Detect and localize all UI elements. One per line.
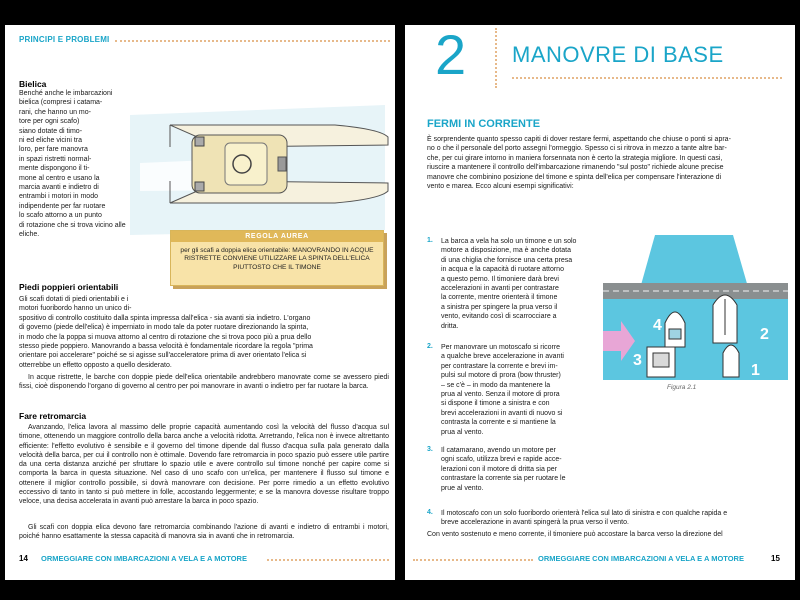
rule-box-title: REGOLA AUREA xyxy=(171,231,383,242)
engine-port xyxy=(195,137,204,146)
list-item-line: dritta. xyxy=(441,322,459,330)
list-item-line: di una chiglia che fornisce una certa presa xyxy=(441,256,573,264)
text-line: Gli scafi dotati di piedi orientabili e i xyxy=(19,296,129,303)
page-number: 14 xyxy=(19,554,28,563)
text-line: tore per ogni scafo) xyxy=(19,118,80,126)
footer-dotted-rule xyxy=(413,559,533,561)
text-line: stesso piede poppiero. Manovrando a bassa velocità è fondamentale ricordare la regola "prima xyxy=(19,343,313,350)
list-item-line: pulsi sul motore di prora (bow thruster) xyxy=(441,372,561,380)
figure-label-4: 4 xyxy=(653,317,662,334)
footer-title: ORMEGGIARE CON IMBARCAZIONI A VELA E A MOTORE xyxy=(538,554,744,563)
text-line: di governo (piede dell'elica) è imperniato in modo tale da poter ruotare direzionando la spinta, xyxy=(19,324,309,332)
list-item-line: prua al vento. Senza il motore di prora xyxy=(441,391,560,398)
text-line: che, per cui girare intorno in maniera forsennata non è certo la strategia migliore. In questi casi, xyxy=(427,154,723,162)
list-item-line: si dispone il timone a sinistra e con xyxy=(441,400,550,408)
list-item-line: per contrastare la corrente e brevi im- xyxy=(441,362,558,370)
list-item-number: 4. xyxy=(427,509,433,516)
list-item-line: la corrente, mentre orienterà il timone xyxy=(441,294,558,302)
text-line: di rotazione che si trova vicino alle xyxy=(19,221,126,229)
list-item-line: contrastare la corrente sia per ruotare le xyxy=(441,475,566,483)
catamaran-illustration xyxy=(130,95,390,240)
text-line: spositivo di controllo costituito dalla spinta impressa dall'elica - sia avanti sia indietro. L'organo xyxy=(19,314,311,322)
text-line: mone al centro e usano la xyxy=(19,174,100,182)
list-item-number: 3. xyxy=(427,446,433,453)
text-line: motori fuoribordo hanno un unico di- xyxy=(19,305,132,313)
text-line: in spazi ristretti normal- xyxy=(19,155,92,163)
text-line: bielica (compresi i catama- xyxy=(19,99,103,107)
dotted-rule xyxy=(115,40,390,42)
figure-label-3: 3 xyxy=(633,352,642,369)
outboard-boat xyxy=(723,345,739,377)
list-item-line: ogni scafo, utilizza brevi e rapide acce- xyxy=(441,456,562,464)
motorboat-with-thruster xyxy=(665,312,685,347)
closing-text: Con vento sostenuto e meno corrente, il timoniere può accostare la barca verso la direzione del xyxy=(427,531,723,538)
section-title-retromarcia: Fare retromarcia xyxy=(19,411,87,421)
text-line: indipendente per far ruotare xyxy=(19,202,106,210)
list-item-line: accelerazioni in avanti per contrastare xyxy=(441,285,559,292)
list-item-line: a questo perno. Il timoniere darà brevi xyxy=(441,275,559,283)
text-line: eliche. xyxy=(19,231,40,238)
footer-dotted-rule xyxy=(267,559,389,561)
text-line: riuscire a mantenere il controllo dell'imbarcazione rimanendo "sul posto" richiede alcune precise xyxy=(427,164,724,172)
text-line: siano dotate di timo- xyxy=(19,127,83,135)
list-item-line: vento, evitando così di scarrocciare a xyxy=(441,313,557,321)
helm-station xyxy=(278,157,286,171)
catamaran-cockpit xyxy=(225,143,267,185)
list-item-line: a sinistra per spingere la prua verso il xyxy=(441,303,558,311)
list-item-line: brevi accelerazioni in avanti di nuovo si xyxy=(441,409,563,417)
section-title-piedi: Piedi poppieri orientabili xyxy=(19,282,119,292)
section-title-bielica: Bielica xyxy=(19,79,47,89)
list-item-line: Il motoscafo con un solo fuoribordo orienterà l'elica sul lato di sinistra e con qualche rapida e xyxy=(441,510,728,517)
retromarcia-paragraph-1: Avanzando, l'elica lavora al massimo delle proprie capacità aumentando così la velocità del flusso d'acqua sul timone, ottenendo un maggiore controllo della barca anche a velocità ridotta. Arretrando, l'elica non è invece altrettanto efficiente: l'effetto evolutivo è sensibile e il governo del timone dipende dal flusso d'acqua sulla pala generato dalla velocità della barca, per cui il controllo non è ottimale. Dovendo fare retromarcia in poco spazio può essere utile partire da una certa distanza anziché per sfruttare lo spazio utile e avere controllo sul timone nonché per capire come si comporta la barca in questa situazione. Nel caso di uno scafo con un'elica, per mantenere il flusso sul timone e ottenere il miglior controllo possibile, si dovrà manovrare con decisione. Per porre rimedio a un effetto evolutivo eccessivo di tanto in tanto si può mettere in folle, accostando leggermente; e se la manovra dovesse risultare troppo veloce, una decisa accelerata in avanti può arrestare la barca in poco spazio. xyxy=(19,424,389,506)
text-line: mente dispongono il ti- xyxy=(19,165,90,173)
list-item-line: a qualche breve accelerazione in avanti xyxy=(441,353,564,361)
list-item-line: La barca a vela ha solo un timone e un solo xyxy=(441,238,577,245)
list-item-line: – se c'è – in modo da mantenere la xyxy=(441,381,551,389)
list-item-line: in acqua e la capacità di ruotare attorno xyxy=(441,266,564,274)
text-line: loro, per fare manovra xyxy=(19,146,88,154)
text-line: Benché anche le imbarcazioni xyxy=(19,90,113,97)
right-page xyxy=(405,25,795,580)
list-item-line: contrasta la corrente e si mantiene la xyxy=(441,419,556,427)
figure-label-1: 1 xyxy=(751,362,760,379)
retromarcia-paragraph-2: Gli scafi con doppia elica devono fare retromarcia combinando l'azione di avanti e indietro di entrambi i motori, poiché hanno esattamente la stessa capacità di manovra sia in avanti che in retromarcia. xyxy=(19,524,389,541)
figure-2-1 xyxy=(603,235,788,380)
sailboat xyxy=(713,295,737,343)
text-line: otterrebbe un effetto opposto a quello desiderato. xyxy=(19,361,172,369)
list-item-number: 1. xyxy=(427,237,433,244)
text-line: no o che il personale del porto assegni l'ormeggio. Spesso ci si ritrova in mezzo a tante altre bar- xyxy=(427,145,727,153)
text-line: orientare poi accelerare" poiché se si agisse sull'acceleratore prima di aver orientato l'elica si xyxy=(19,352,307,360)
chapter-title: MANOVRE DI BASE xyxy=(512,42,724,67)
text-line: entrambi i motori in modo xyxy=(19,193,98,201)
text-line: in modo che la poppa si muova attorno al centro di rotazione che si trova poco più a prua dello xyxy=(19,333,312,341)
text-line: vento e marea. Ecco alcuni esempi significativi: xyxy=(427,183,574,190)
list-item-line: prua al vento. xyxy=(441,428,484,436)
text-line: manovre che combinino posizione del timone e spinta dell'elica per compensare l'interazione di xyxy=(427,173,722,181)
left-page xyxy=(5,25,395,580)
figure-label-2: 2 xyxy=(760,326,769,343)
catamaran xyxy=(647,347,675,377)
chapter-divider xyxy=(495,28,497,88)
section-title: FERMI IN CORRENTE xyxy=(427,118,541,130)
list-item-line: Il catamarano, avendo un motore per xyxy=(441,447,556,454)
page-number: 15 xyxy=(771,554,780,563)
rule-box-text: per gli scafi a doppia elica orientabile: MANOVRANDO IN ACQUE RISTRETTE CONVIENE UTILIZZARE LA SPINTA DELL'ELICA PIUTTOSTO CHE IL TIMONE xyxy=(180,247,374,271)
chapter-number: 2 xyxy=(435,25,467,86)
list-item-number: 2. xyxy=(427,343,433,350)
engine-starboard xyxy=(195,182,204,191)
list-item-line: breve accelerazione in avanti spingerà la prua verso il vento. xyxy=(441,519,629,527)
dotted-rule xyxy=(512,77,782,79)
list-item-line: motore a disposizione, ma è anche dotata xyxy=(441,247,571,255)
rule-box xyxy=(170,230,384,286)
text-line: marcia avanti e indietro di xyxy=(19,184,99,191)
text-line: lo scafo attorno a un punto xyxy=(19,212,102,220)
figure-caption: Figura 2.1 xyxy=(667,384,697,391)
list-item-line: prue al vento. xyxy=(441,484,484,492)
text-line: È sorprendente quanto spesso capiti di dover restare fermi, aspettando che chiuse o ponti si apra- xyxy=(427,136,731,143)
list-item-line: lerazioni con il motore di dritta sia per xyxy=(441,465,557,473)
list-item-line: Per manovrare un motoscafo si ricorre xyxy=(441,344,561,351)
footer-title: ORMEGGIARE CON IMBARCAZIONI A VELA E A MOTORE xyxy=(41,554,247,563)
piedi-paragraph-2: In acque ristrette, le barche con doppie piede dell'elica orientabile andrebbero manovrate come se avessero piedi fissi, cioè disponendo l'organo di governo al centro per poi manovrare in avanti o indietro per far ruotare la barca. xyxy=(19,374,389,391)
text-line: ni ed eliche vicini tra xyxy=(19,137,83,144)
text-line: rani, che hanno un mo- xyxy=(19,108,91,116)
running-head: PRINCIPI E PROBLEMI xyxy=(19,35,110,44)
